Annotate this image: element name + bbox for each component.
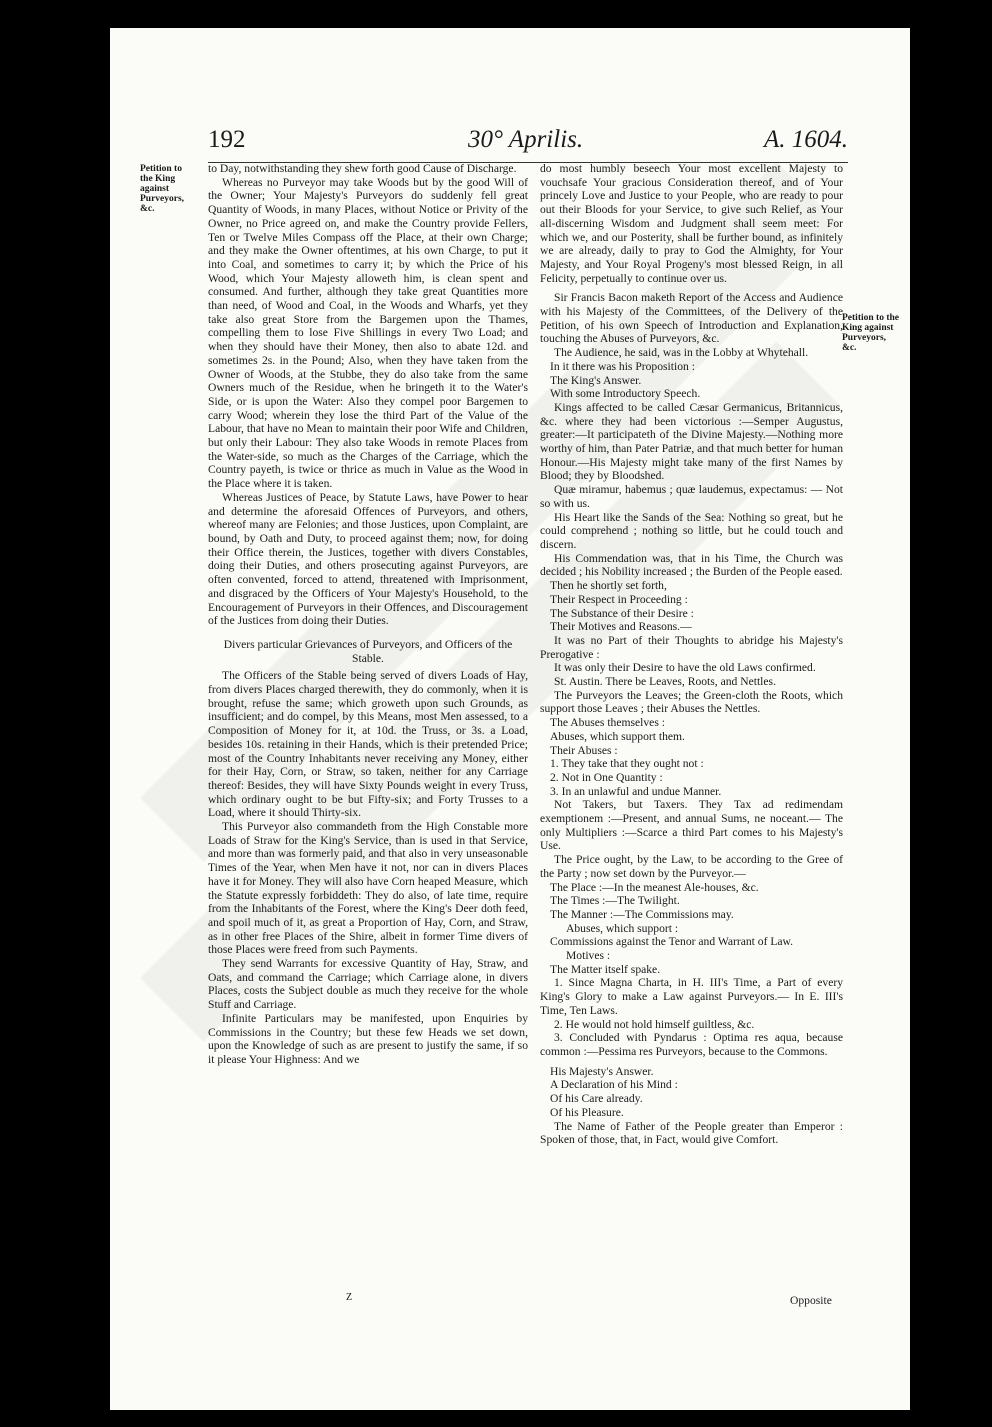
paragraph: to Day, notwithstanding they shew forth good Cause of Discharge.	[208, 162, 517, 175]
paragraph: They send Warrants for excessive Quantity of Hay, Straw, and Oats, and command the Carriage; which Carriage alone, in divers Places, costs the Subject double as much they receive for the whole Stuff and Carriage.	[208, 957, 528, 1012]
line: Of his Care already.	[550, 1092, 643, 1106]
line: Their Motives and Reasons.—	[550, 620, 692, 634]
line: A Declaration of his Mind :	[550, 1078, 678, 1092]
line: With some Introductory Speech.	[550, 387, 701, 401]
line: The Matter itself spake.	[550, 962, 661, 976]
paragraph: Sir Francis Bacon maketh Report of the Access and Audience with his Majesty of the Committees, of the Delivery of the Petition, of his own Speech of Introduction and Explanation, touching the Abuses of Purveyors, &c.	[540, 291, 843, 346]
line: 1. Since Magna Charta, in H. III's Time, a Part of every King's Glory to make a Law against Purveyors.— In E. III's Time, Ten Laws.	[540, 976, 843, 1017]
paragraph: Whereas no Purveyor may take Woods but by the good Will of the Owner; Your Majesty's Purveyors do suddenly fell great Quantity of Woods, in many Places, without Notice or Privity of the Owner, no Price agreed on, and make the Country provide Fellers, Ten or Twelve Miles Compass off the Place, at their own Charge; and they make the Owner oftentimes, at his own Charge, to put it into Coal, and sometimes to carry it; by which the Price of his Wood, which Your Majesty alloweth him, is clean spent and consumed. And further, although they take great Quantities more than need, of Wood and Coal, in the Woods and Wharfs, yet they take also great Store from the Bargemen upon the Thames, compelling them to lose Five Shillings in every Two Load; and when they should have their Money, then also to abate 12d. and sometimes 2s. in the Pound; Also, when they have taken from the Owner of Woods, at the Stubbe, they do also take from the same Owners much of the Residue, when he bringeth it to the Water's Side, or is upon the Water: Also they compel poor Bargemen to carry Wood; wherein they lose the third Part of the Value of the Labour, that have no Mean to maintain their poor Wife and Children, but only their Labour: They also take Woods in remote Places from the Water-side, so much as the Charges of the Carriage, which the Country payeth, is twice or thrice as much in Value as the Wood in the Place where it is taken.	[208, 175, 528, 491]
line: Of his Pleasure.	[550, 1105, 624, 1119]
line: 3. Concluded with Pyndarus : Optima res aqua, because common :—Pessima res Purveyors, because to the Commons.	[540, 1031, 843, 1058]
right-column	[540, 162, 843, 1147]
line: The Abuses themselves :	[550, 716, 665, 730]
line: Then he shortly set forth,	[550, 579, 667, 593]
document-page	[110, 28, 910, 1410]
line: The Place :—In the meanest Ale-houses, &c.	[550, 880, 759, 894]
paragraph: Whereas Justices of Peace, by Statute Laws, have Power to hear and determine the aforesaid Offences of Purveyors, and others, whereof many are Felonies; and those Justices, upon Complaint, are bound, by Oath and Duty, to proceed against them; now, for doing their Office therein, the Justices, together with divers Constables, doing their Duties, and others prosecuting against Purveyors, are often convented, forced to attend, threatened with Imprisonment, and disgraced by the Officers of Your Majesty's Household, to the Encouragement of Purveyors in their Offences, and Discouragement of the Justices from doing their Duties.	[208, 490, 528, 628]
line: Their Abuses :	[550, 743, 618, 757]
line: The King's Answer.	[550, 373, 642, 387]
line: His Majesty's Answer.	[550, 1064, 654, 1078]
paragraph: do most humbly beseech Your most excellent Majesty to vouchsafe Your gracious Consideration thereof, and of Your princely Love and Justice to your People, who are ready to pour out their Bloods for your Service, to give such Relief, as Your all-discerning Wisdom and Judgment shall seem meet: For which we, and our Posterity, shall be further bound, as infinitely we are already, daily to pray to God the Almighty, for Your Majesty, and Your Royal Progeny's most blessed Reign, in all Felicity, perpetually to continue over us.	[540, 162, 843, 285]
line: It was no Part of their Thoughts to abridge his Majesty's Prerogative :	[540, 633, 843, 661]
line: Commissions against the Tenor and Warrant of Law.	[550, 935, 794, 949]
page-date: 30° Aprilis.	[468, 126, 584, 153]
line: Abuses, which support them.	[550, 729, 685, 743]
page-year: A. 1604.	[763, 126, 848, 153]
line: His Heart like the Sands of the Sea: Nothing so great, but he could comprehend ; nothing so little, but he could touch and discern.	[540, 510, 843, 551]
catchword: Opposite	[790, 1294, 832, 1307]
paragraph: This Purveyor also commandeth from the High Constable more Loads of Straw for the King's Service, than is used in that Service, and more than was formerly paid, and that also in very unseasonable Times of the Year, when Men have it not, nor can in divers Places have it for Money. They will also have Corn heaped Measure, which the Statute expressly forbiddeth: They do also, of late time, require from the Inhabitants of the Forest, where the King's Deer doth feed, and spoil much of it, as great a Proportion of Hay, Corn, and Straw, as in other free Places of the Shire, albeit in former Time divers of those Places were freed from such Payments.	[208, 820, 528, 957]
line: The Manner :—The Commissions may.	[550, 907, 734, 921]
line: Kings affected to be called Cæsar Germanicus, Britannicus, &c. where they had been victorious :—Semper Augustus, greater:—It participateth of the Divine Majesty.—Nothing more worthy of him, than Pater Patriæ, and that much better for human Honour.—His Majesty might take many of the first Names by Blood; they by Bloodshed.	[540, 400, 843, 483]
line: 2. Not in One Quantity :	[550, 770, 663, 784]
line: Quæ miramur, habemus ; quæ laudemus, expectamus: — Not so with us.	[540, 483, 843, 510]
line: It was only their Desire to have the old Laws confirmed.	[554, 661, 816, 675]
section-heading: Divers particular Grievances of Purveyors, and Officers of the Stable.	[223, 637, 513, 665]
line: The Substance of their Desire :	[550, 606, 694, 620]
margin-note-right: Petition to the King against Purveyors, &c.	[842, 313, 899, 353]
page-header	[208, 126, 848, 162]
line: St. Austin. There be Leaves, Roots, and Nettles.	[554, 675, 776, 689]
line: 1. They take that they ought not :	[550, 757, 704, 771]
paragraph: Infinite Particulars may be manifested, upon Enquiries by Commissions in the Country; but these few Heads we set down, upon the Knowledge of such as are present to justify the same, if so it please Your Highness: And we	[208, 1011, 528, 1066]
line: Motives :	[566, 949, 611, 963]
line: The Purveyors the Leaves; the Green-cloth the Roots, which support those Leaves ; their Abuses the Nettles.	[540, 688, 843, 716]
line: Not Takers, but Taxers. They Tax ad redimendam exemptionem :—Present, and annual Sums, ne noceant.— The only Multipliers :—Scarce a third Part comes to his Majesty's Use.	[540, 798, 843, 853]
line: 3. In an unlawful and undue Manner.	[550, 784, 722, 798]
line: Their Respect in Proceeding :	[550, 592, 688, 606]
signature-mark: Z	[346, 1292, 353, 1303]
left-column	[208, 162, 528, 1067]
line: In it there was his Proposition :	[550, 359, 695, 373]
line: Abuses, which support :	[566, 921, 679, 935]
page-number: 192	[208, 126, 246, 153]
margin-note-left: Petition to the King against Purveyors, &c.	[140, 164, 185, 214]
line: His Commendation was, that in his Time, the Church was decided ; his Nobility increased ; the Burden of the People eased.	[540, 551, 843, 579]
paragraph: The Officers of the Stable being served of divers Loads of Hay, from divers Places charged therewith, they do commonly, when it is brought, refuse the same; which groweth upon such Grounds, as insufficient; and do compel, by this Means, most Men assessed, to a Composition of Money for it, at 10d. the Truss, or 3s. a Load, besides 10s. retaining in their Hands, which is their pretended Price; most of the Country Inhabitants never receiving any Money, either for their Hay, Corn, or Straw, so taken, neither for any Carriage thereof: Besides, they will have Sixty Pounds weight in every Truss, which ordinary ought to be but Fifty-six; and Forty Trusses to a Load, where it should Thirty-six.	[208, 669, 528, 820]
line: The Times :—The Twilight.	[550, 894, 680, 908]
line: The Price ought, by the Law, to be according to the Gree of the Party ; now set down by the Purveyor.—	[540, 853, 843, 880]
line: The Name of Father of the People greater than Emperor : Spoken of those, that, in Fact, would give Comfort.	[540, 1119, 843, 1147]
line: 2. He would not hold himself guiltless, &c.	[554, 1017, 755, 1031]
line: The Audience, he said, was in the Lobby at Whytehall.	[554, 346, 809, 360]
